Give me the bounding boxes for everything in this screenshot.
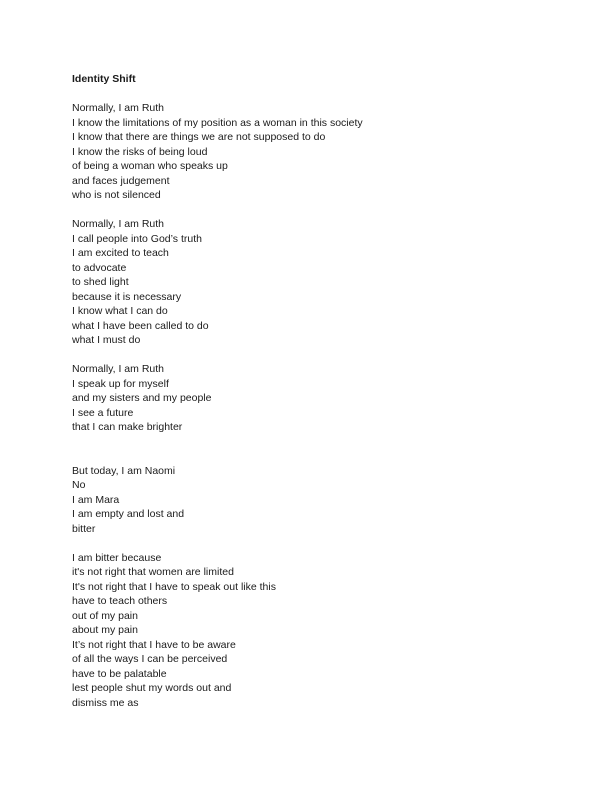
poem-line: out of my pain — [72, 609, 138, 622]
poem-line — [72, 348, 552, 363]
poem-line: I know that there are things we are not supposed to do — [72, 131, 326, 143]
poem-line: have to be palatable — [72, 667, 167, 680]
poem-line: I see a future — [72, 406, 134, 419]
poem-line — [72, 203, 552, 218]
poem-line: But today, I am Naomi — [72, 464, 176, 477]
poem-line: I know what I can do — [72, 305, 168, 317]
poem-line: No — [72, 479, 86, 491]
poem-line: of being a woman who speaks up — [72, 160, 228, 172]
poem-line: lest people shut my words out and — [72, 682, 232, 694]
poem-line: about my pain — [72, 624, 138, 636]
poem-line: dismiss me as — [72, 696, 139, 709]
poem-line: It's not right that I have to speak out like this — [72, 580, 276, 593]
poem-line: that I can make brighter — [72, 421, 183, 433]
poem-line: I know the risks of being loud — [72, 145, 208, 158]
poem-line: I speak up for myself — [72, 377, 169, 390]
poem-line: of all the ways I can be perceived — [72, 653, 228, 665]
poem-line: what I must do — [72, 334, 141, 346]
poem-line: it's not right that women are limited — [72, 566, 234, 578]
poem-line: who is not silenced — [72, 189, 161, 201]
poem-line: what I have been called to do — [72, 319, 209, 332]
poem-line — [72, 536, 552, 551]
document-content — [72, 72, 552, 710]
poem-line: to shed light — [72, 276, 129, 288]
poem-line: Normally, I am Ruth — [72, 218, 164, 230]
poem-line: It’s not right that I have to be aware — [72, 638, 236, 651]
poem-body — [72, 101, 552, 710]
poem-line: have to teach others — [72, 595, 168, 607]
poem-line: and my sisters and my people — [72, 392, 212, 404]
poem-line: I am Mara — [72, 493, 120, 506]
poem-line: I am empty and lost and — [72, 508, 185, 520]
poem-line: because it is necessary — [72, 290, 182, 303]
poem-line: and faces judgement — [72, 174, 170, 187]
poem-title: Identity Shift — [72, 73, 136, 85]
poem-line — [72, 449, 552, 464]
poem-line: I know the limitations of my position as a woman in this society — [72, 116, 363, 129]
poem-line: I am bitter because — [72, 551, 162, 564]
poem-line: Normally, I am Ruth — [72, 363, 164, 375]
poem-line — [72, 435, 552, 450]
poem-line: to advocate — [72, 261, 127, 274]
poem-line: Normally, I am Ruth — [72, 102, 164, 114]
poem-line: I call people into God’s truth — [72, 232, 202, 245]
poem-line: bitter — [72, 522, 96, 535]
poem-line: I am excited to teach — [72, 247, 169, 259]
